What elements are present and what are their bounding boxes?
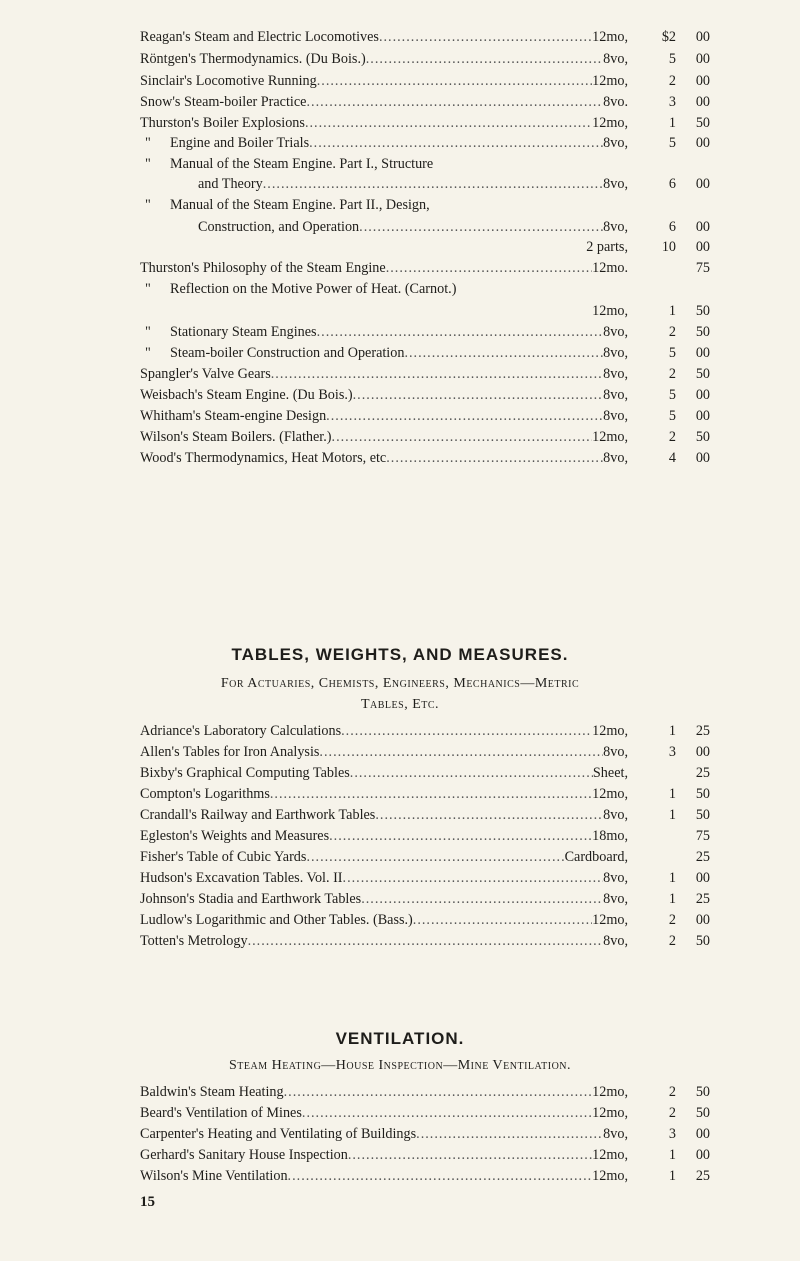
ditto-mark: " (145, 135, 151, 151)
entry-title: Baldwin's Steam Heating (140, 1084, 284, 1100)
entry-format: 12mo, (592, 429, 628, 445)
entry-format: 12mo, (592, 303, 628, 319)
dot-leader (348, 1145, 592, 1165)
price-cents: 00 (695, 450, 710, 466)
dot-leader (319, 742, 603, 762)
dot-leader (413, 910, 592, 930)
catalog-entry (0, 301, 800, 321)
entry-title: Johnson's Stadia and Earthwork Tables (140, 891, 362, 907)
section-subheading-tables-2: Tables, Etc. (360, 697, 440, 712)
price-cents: 25 (695, 849, 710, 865)
dot-leader (271, 364, 603, 384)
catalog-entry (0, 1124, 800, 1144)
catalog-entry (0, 910, 800, 930)
dot-leader (375, 805, 603, 825)
entry-format: 8vo, (603, 408, 628, 424)
price-dollars: 2 (668, 1105, 676, 1121)
dot-leader (341, 721, 592, 741)
price-cents: 25 (695, 723, 710, 739)
entry-format: 8vo, (603, 51, 628, 67)
catalog-entry (0, 1145, 800, 1165)
entry-title: Reagan's Steam and Electric Locomotives (140, 29, 379, 45)
price-cents: 00 (695, 1147, 710, 1163)
catalog-entry (0, 279, 800, 299)
price-dollars: 5 (668, 51, 676, 67)
catalog-entry (0, 1166, 800, 1186)
catalog-entry (0, 195, 800, 215)
entry-title: Stationary Steam Engines (170, 324, 317, 340)
price-cents: 50 (695, 429, 710, 445)
price-dollars: 2 (668, 912, 676, 928)
entry-format: 8vo, (603, 176, 628, 192)
catalog-entry (0, 49, 800, 69)
price-dollars: 1 (668, 786, 676, 802)
entry-format: 12mo, (592, 1168, 628, 1184)
entry-format: 8vo, (603, 1126, 628, 1142)
dot-leader (343, 868, 604, 888)
entry-format: 8vo, (603, 807, 628, 823)
entry-title: Manual of the Steam Engine. Part I., Structure (170, 156, 434, 172)
catalog-entry (0, 92, 800, 112)
entry-title: Reflection on the Motive Power of Heat. (Carnot.) (170, 281, 457, 297)
ditto-mark: " (145, 197, 151, 213)
dot-leader (306, 92, 603, 112)
dot-leader (317, 322, 604, 342)
catalog-entry (0, 889, 800, 909)
price-dollars: 3 (668, 94, 676, 110)
entry-title: Egleston's Weights and Measures (140, 828, 330, 844)
entry-title: Thurston's Boiler Explosions (140, 115, 305, 131)
price-dollars: 1 (668, 115, 676, 131)
price-dollars: 1 (668, 303, 676, 319)
catalog-entry (0, 763, 800, 783)
dot-leader (317, 71, 592, 91)
price-cents: 00 (695, 219, 710, 235)
price-dollars: 3 (668, 744, 676, 760)
ditto-mark: " (145, 345, 151, 361)
entry-format: 12mo, (592, 912, 628, 928)
entry-format: 8vo. (603, 94, 628, 110)
catalog-entry (0, 364, 800, 384)
entry-title-continuation: Construction, and Operation (198, 219, 360, 235)
entry-format: 8vo, (603, 219, 628, 235)
catalog-entry (0, 721, 800, 741)
price-dollars: 3 (668, 1126, 676, 1142)
catalog-entry (0, 868, 800, 888)
entry-format: 2 parts, (586, 239, 628, 255)
catalog-entry-continuation (0, 174, 800, 194)
entry-title: Steam-boiler Construction and Operation (170, 345, 405, 361)
dot-leader (350, 763, 593, 783)
entry-format: 12mo, (592, 115, 628, 131)
price-dollars: 1 (668, 891, 676, 907)
catalog-entry (0, 847, 800, 867)
dot-leader (284, 1082, 593, 1102)
catalog-entry (0, 406, 800, 426)
entry-title: Manual of the Steam Engine. Part II., Design, (170, 197, 430, 213)
entry-format: 12mo, (592, 29, 628, 45)
entry-format: 12mo, (592, 73, 628, 89)
price-dollars: 1 (668, 1147, 676, 1163)
entry-format: 8vo, (603, 387, 628, 403)
catalog-entry (0, 1103, 800, 1123)
entry-format: 12mo, (592, 1147, 628, 1163)
price-cents: 00 (695, 94, 710, 110)
ditto-mark: " (145, 156, 151, 172)
price-cents: 00 (695, 239, 710, 255)
price-cents: 00 (695, 870, 710, 886)
catalog-entry (0, 1082, 800, 1102)
price-cents: 00 (695, 135, 710, 151)
entry-title: Ludlow's Logarithmic and Other Tables. (Bass.) (140, 912, 413, 928)
price-cents: 50 (695, 324, 710, 340)
catalog-entry (0, 71, 800, 91)
price-dollars: 6 (668, 219, 676, 235)
price-dollars: 2 (668, 73, 676, 89)
dot-leader (302, 1103, 592, 1123)
price-dollars: 2 (668, 324, 676, 340)
entry-format: 18mo, (592, 828, 628, 844)
entry-title: Röntgen's Thermodynamics. (Du Bois.) (140, 51, 366, 67)
entry-title: Gerhard's Sanitary House Inspection (140, 1147, 348, 1163)
price-cents: 50 (695, 807, 710, 823)
price-dollars: $2 (661, 29, 676, 45)
price-dollars: 1 (668, 1168, 676, 1184)
catalog-entry (0, 427, 800, 447)
entry-title: Allen's Tables for Iron Analysis (140, 744, 320, 760)
entry-title: Crandall's Railway and Earthwork Tables (140, 807, 376, 823)
entry-title: Engine and Boiler Trials (170, 135, 310, 151)
entry-title: Bixby's Graphical Computing Tables (140, 765, 350, 781)
price-cents: 50 (695, 1084, 710, 1100)
catalog-entry (0, 784, 800, 804)
entry-format: 8vo, (603, 345, 628, 361)
entry-title: Snow's Steam-boiler Practice (140, 94, 307, 110)
price-cents: 25 (695, 891, 710, 907)
catalog-entry (0, 931, 800, 951)
section-subheading-tables-1: For Actuaries, Chemists, Engineers, Mechanics—Metric (220, 676, 580, 691)
catalog-entry (0, 133, 800, 153)
price-cents: 75 (695, 828, 710, 844)
dot-leader (353, 385, 604, 405)
price-cents: 50 (695, 303, 710, 319)
catalog-entry (0, 385, 800, 405)
section-heading-tables: TABLES, WEIGHTS, AND MEASURES. (231, 645, 569, 664)
entry-format: 12mo, (592, 1084, 628, 1100)
dot-leader (386, 448, 603, 468)
price-dollars: 2 (668, 933, 676, 949)
dot-leader (416, 1124, 603, 1144)
price-cents: 00 (695, 387, 710, 403)
dot-leader (361, 889, 603, 909)
price-cents: 00 (695, 1126, 710, 1142)
entry-title: Hudson's Excavation Tables. Vol. II (140, 870, 343, 886)
price-cents: 25 (695, 765, 710, 781)
entry-title-continuation: and Theory (198, 176, 263, 192)
catalog-entry (0, 343, 800, 363)
catalog-entry (0, 27, 800, 47)
catalog-entry (0, 826, 800, 846)
price-cents: 00 (695, 51, 710, 67)
price-cents: 00 (695, 345, 710, 361)
entry-title: Wood's Thermodynamics, Heat Motors, etc (140, 450, 387, 466)
dot-leader (305, 113, 592, 133)
entry-title: Whitham's Steam-engine Design (140, 408, 327, 424)
entry-format: 8vo, (603, 891, 628, 907)
price-cents: 75 (695, 260, 710, 276)
price-cents: 50 (695, 1105, 710, 1121)
catalog-entry-continuation (0, 217, 800, 237)
entry-title: Thurston's Philosophy of the Steam Engine (140, 260, 386, 276)
price-dollars: 2 (668, 429, 676, 445)
price-cents: 00 (695, 912, 710, 928)
entry-format: 8vo, (603, 366, 628, 382)
catalog-entry (0, 237, 800, 257)
page-number: 15 (140, 1194, 155, 1210)
catalog-entry (0, 322, 800, 342)
catalog-entry (0, 448, 800, 468)
price-cents: 50 (695, 366, 710, 382)
entry-format: 8vo, (603, 324, 628, 340)
entry-format: Sheet, (592, 765, 628, 781)
catalog-entry (0, 258, 800, 278)
dot-leader (359, 217, 603, 237)
entry-format: 8vo, (603, 933, 628, 949)
price-dollars: 5 (668, 135, 676, 151)
price-dollars: 5 (668, 345, 676, 361)
price-dollars: 10 (661, 239, 676, 255)
entry-format: 12mo, (592, 723, 628, 739)
price-dollars: 1 (668, 723, 676, 739)
price-dollars: 1 (668, 870, 676, 886)
price-cents: 50 (695, 115, 710, 131)
entry-title: Spangler's Valve Gears (140, 366, 271, 382)
dot-leader (309, 133, 603, 153)
entry-title: Totten's Metrology (140, 933, 248, 949)
entry-title: Wilson's Steam Boilers. (Flather.) (140, 429, 332, 445)
entry-format: 12mo, (592, 786, 628, 802)
catalog-entry (0, 742, 800, 762)
dot-leader (270, 784, 592, 804)
section-heading-ventilation: VENTILATION. (335, 1029, 465, 1048)
price-cents: 25 (695, 1168, 710, 1184)
entry-title: Adriance's Laboratory Calculations (140, 723, 342, 739)
entry-title: Beard's Ventilation of Mines (140, 1105, 302, 1121)
catalog-entry (0, 805, 800, 825)
entry-format: 8vo, (603, 744, 628, 760)
price-cents: 50 (695, 786, 710, 802)
price-cents: 00 (695, 408, 710, 424)
entry-title: Sinclair's Locomotive Running (140, 73, 317, 89)
dot-leader (332, 427, 593, 447)
catalog-entry (0, 113, 800, 133)
entry-format: 8vo, (603, 450, 628, 466)
dot-leader (288, 1166, 593, 1186)
price-dollars: 5 (668, 387, 676, 403)
price-cents: 00 (695, 176, 710, 192)
dot-leader (248, 931, 604, 951)
dot-leader (306, 847, 564, 867)
price-dollars: 1 (668, 807, 676, 823)
entry-format: 12mo, (592, 1105, 628, 1121)
dot-leader (404, 343, 603, 363)
price-cents: 00 (695, 73, 710, 89)
dot-leader (263, 174, 603, 194)
price-dollars: 2 (668, 1084, 676, 1100)
entry-format: Cardboard, (564, 849, 628, 865)
entry-title: Compton's Logarithms (140, 786, 270, 802)
entry-format: 8vo, (603, 870, 628, 886)
dot-leader (326, 406, 603, 426)
price-dollars: 5 (668, 408, 676, 424)
dot-leader (379, 27, 592, 47)
price-dollars: 6 (668, 176, 676, 192)
dot-leader (329, 826, 592, 846)
entry-format: 8vo, (603, 135, 628, 151)
entry-title: Carpenter's Heating and Ventilating of Buildings (140, 1126, 417, 1142)
ditto-mark: " (145, 281, 151, 297)
price-cents: 00 (695, 29, 710, 45)
entry-title: Wilson's Mine Ventilation (140, 1168, 288, 1184)
dot-leader (366, 49, 603, 69)
section-subheading-ventilation: Steam Heating—House Inspection—Mine Ventilation. (228, 1058, 572, 1073)
price-dollars: 2 (668, 366, 676, 382)
price-cents: 50 (695, 933, 710, 949)
price-dollars: 4 (668, 450, 676, 466)
dot-leader (386, 258, 592, 278)
ditto-mark: " (145, 324, 151, 340)
entry-title: Fisher's Table of Cubic Yards (140, 849, 307, 865)
catalog-entry (0, 154, 800, 174)
entry-format: 12mo. (592, 260, 628, 276)
price-cents: 00 (695, 744, 710, 760)
entry-title: Weisbach's Steam Engine. (Du Bois.) (140, 387, 353, 403)
